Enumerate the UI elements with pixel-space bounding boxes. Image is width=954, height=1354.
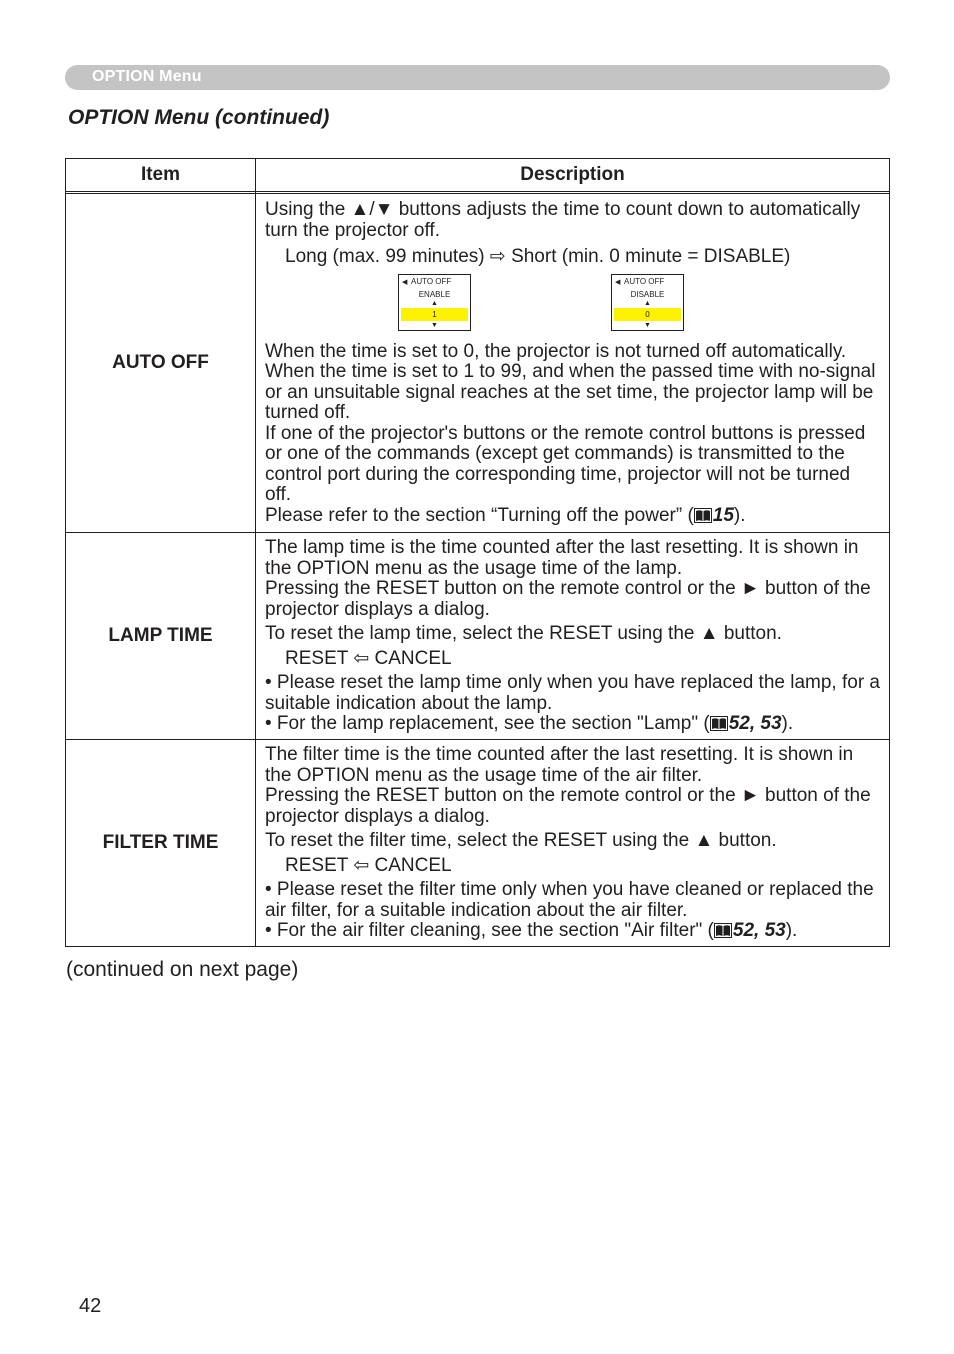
down-arrow-icon: ▼ (644, 321, 651, 329)
up-arrow-icon: ▲ (644, 299, 651, 307)
osd-value: 0 (614, 308, 681, 321)
table-row (66, 740, 890, 947)
osd-value: 1 (401, 308, 468, 321)
description-text-part: Please refer to the section “Turning off the power” ( (265, 504, 694, 526)
table-row (66, 533, 890, 740)
osd-label: ENABLE (418, 289, 451, 299)
page-reference: 52, 53 (732, 920, 786, 941)
osd-title: AUTO OFF (411, 276, 452, 286)
down-arrow-icon: ▼ (431, 321, 438, 329)
osd-screen-disable (611, 274, 684, 331)
left-arrow-icon: ◀ (402, 278, 408, 286)
description-text-part: ). (781, 713, 794, 734)
page-number: 42 (79, 1295, 102, 1317)
description-text (265, 921, 881, 942)
description-text: To reset the filter time, select the RESET using the ▲ button. (265, 830, 777, 851)
left-arrow-icon: ◀ (615, 278, 621, 286)
option-table (65, 158, 890, 947)
section-header-label: OPTION Menu (92, 68, 202, 85)
table-row (66, 194, 890, 533)
description-text: RESET ⇦ CANCEL (285, 854, 452, 876)
up-arrow-icon: ▲ (431, 299, 438, 307)
book-icon (694, 508, 712, 523)
description-text: To reset the lamp time, select the RESET using the ▲ button. (265, 623, 782, 644)
page-reference: 15 (712, 504, 734, 526)
item-filter-time: FILTER TIME (66, 740, 256, 947)
item-auto-off: AUTO OFF (66, 194, 256, 533)
column-header-item: Item (66, 159, 256, 192)
description-text (265, 506, 881, 527)
description-text (265, 714, 881, 735)
description-text: Pressing the RESET button on the remote control or the ► button of the projector displays a dialog. (265, 785, 871, 827)
description-text: Pressing the RESET button on the remote control or the ► button of the projector displays a dialog. (265, 578, 871, 620)
description-text: Using the ▲/▼ buttons adjusts the time to count down to automatically turn the projector off. (265, 199, 861, 241)
description-text-part: ). (785, 920, 798, 941)
description-text: The filter time is the time counted after the last resetting. It is shown in the OPTION menu as the usage time of the air filter. (265, 744, 854, 786)
column-header-description: Description (256, 159, 890, 192)
continued-note: (continued on next page) (66, 958, 299, 981)
page-reference: 52, 53 (728, 713, 782, 734)
osd-screen-enable (398, 274, 471, 331)
osd-screens (265, 274, 881, 342)
book-icon (710, 716, 728, 731)
description-cell (256, 740, 890, 947)
osd-title: AUTO OFF (624, 276, 665, 286)
description-text: RESET ⇦ CANCEL (285, 647, 452, 669)
item-lamp-time: LAMP TIME (66, 533, 256, 740)
description-text: Long (max. 99 minutes) ⇨ Short (min. 0 minute = DISABLE) (285, 246, 791, 267)
description-text: • Please reset the lamp time only when you have replaced the lamp, for a suitable indication about the lamp. (265, 672, 880, 714)
description-cell (256, 533, 890, 740)
description-text-part: • For the lamp replacement, see the section "Lamp" ( (265, 713, 710, 734)
description-text-part: ). (733, 504, 746, 526)
description-cell (256, 194, 890, 533)
book-icon (714, 923, 732, 938)
description-text-part: • For the air filter cleaning, see the section "Air filter" ( (265, 920, 714, 941)
page-title: OPTION Menu (continued) (68, 106, 330, 129)
description-text: If one of the projector's buttons or the remote control buttons is pressed or one of the commands (except get commands) is transmitted to the control port during the corresponding time, projector will not be turned off. (265, 422, 866, 505)
description-text: The lamp time is the time counted after the last resetting. It is shown in the OPTION menu as the usage time of the lamp. (265, 537, 859, 579)
osd-label: DISABLE (630, 289, 665, 299)
description-text: When the time is set to 0, the projector is not turned off automatically. When the time is set to 1 to 99, and when the passed time with no-signal or an unsuitable signal reaches at the set time, the projector lamp will be turned off. (265, 340, 876, 423)
section-header-bar (65, 65, 890, 90)
table-header-row (66, 159, 890, 192)
description-text: • Please reset the filter time only when you have cleaned or replaced the air filter, for a suitable indication about the air filter. (265, 879, 874, 921)
